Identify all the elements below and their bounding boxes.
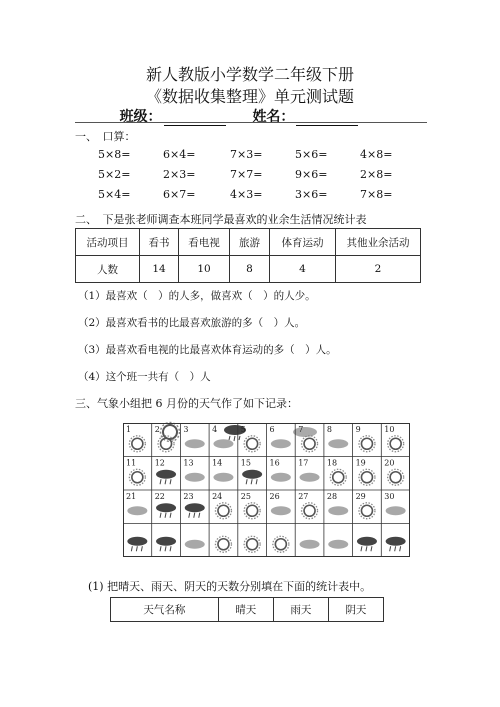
activity-value-cell: 2 bbox=[336, 256, 421, 283]
cloud-icon bbox=[185, 439, 205, 448]
weather-day-number: 22 bbox=[154, 492, 165, 501]
weather-day-number: 27 bbox=[298, 492, 309, 501]
sun-icon bbox=[359, 503, 375, 519]
sun-icon bbox=[302, 436, 318, 452]
weather-cell bbox=[298, 492, 317, 519]
calc-item: 9×6= bbox=[295, 168, 328, 181]
weather-cell bbox=[155, 492, 176, 518]
weather-cell bbox=[327, 459, 346, 486]
sun-icon bbox=[244, 436, 260, 452]
weather-day-number: 7 bbox=[298, 425, 304, 434]
activity-header-cell: 旅游 bbox=[230, 229, 270, 256]
calc-item: 3×6= bbox=[295, 188, 328, 201]
page-subtitle: 《数据收集整理》单元测试题 bbox=[145, 87, 354, 106]
weather-table-header-row bbox=[111, 598, 384, 622]
cloud-icon bbox=[386, 506, 406, 515]
calc-item: 5×4= bbox=[98, 188, 131, 201]
weather-cell bbox=[183, 425, 204, 448]
calc-item: 7×3= bbox=[230, 148, 263, 161]
name-label: 姓名： bbox=[252, 109, 295, 125]
weather-cell bbox=[356, 459, 375, 486]
header-divider bbox=[75, 122, 427, 123]
cloud-icon bbox=[185, 473, 205, 482]
cloud-icon bbox=[328, 540, 348, 549]
calc-item: 5×8= bbox=[98, 148, 131, 161]
activity-header-cell: 看书 bbox=[140, 229, 179, 256]
weather-day-number: 8 bbox=[326, 425, 332, 434]
activity-value-cell: 人数 bbox=[76, 256, 140, 283]
weather-day-number: 14 bbox=[212, 458, 223, 468]
weather-cell bbox=[270, 425, 291, 448]
sun-icon bbox=[388, 436, 404, 452]
weather-cell bbox=[212, 459, 233, 482]
weather-cell bbox=[384, 492, 405, 515]
question-3: （3）最喜欢看电视的比最喜欢体育运动的多（ ）人。 bbox=[78, 344, 337, 356]
weather-day-number: 28 bbox=[326, 492, 338, 501]
weather-cell bbox=[273, 536, 289, 552]
weather-day-number: 18 bbox=[326, 458, 338, 468]
weather-day-number: 25 bbox=[240, 492, 251, 501]
sun-icon bbox=[129, 436, 145, 452]
cloud-icon bbox=[185, 540, 205, 549]
weather-day-number: 17 bbox=[298, 458, 309, 468]
weather-cell bbox=[356, 492, 375, 519]
activity-value-cell: 14 bbox=[140, 256, 179, 283]
weather-header-cell: 雨天 bbox=[273, 598, 328, 622]
weather-cell bbox=[156, 537, 176, 552]
sun-icon bbox=[215, 503, 231, 519]
weather-day-number: 1 bbox=[126, 425, 132, 434]
rain-cloud-icon bbox=[156, 537, 176, 552]
sun-icon bbox=[215, 536, 231, 552]
weather-day-number: 11 bbox=[126, 458, 137, 468]
weather-cell bbox=[185, 540, 205, 549]
weather-day-number: 15 bbox=[240, 458, 251, 468]
weather-cell bbox=[126, 459, 145, 486]
weather-cell bbox=[328, 540, 348, 549]
calc-item: 6×4= bbox=[163, 148, 196, 161]
calc-item: 2×8= bbox=[360, 168, 393, 181]
activity-table-row bbox=[76, 256, 421, 283]
weather-cell bbox=[298, 459, 319, 482]
weather-cell bbox=[384, 459, 403, 486]
cloud-icon bbox=[300, 473, 320, 482]
activity-value-cell: 4 bbox=[270, 256, 336, 283]
weather-day-number: 20 bbox=[384, 458, 395, 468]
weather-count-table bbox=[110, 597, 384, 622]
question-4: （4）这个班一共有（ ）人 bbox=[78, 371, 211, 383]
rain-cloud-icon bbox=[242, 470, 262, 485]
weather-day-number: 4 bbox=[212, 425, 218, 434]
weather-cell bbox=[155, 425, 174, 452]
name-blank[interactable] bbox=[296, 111, 358, 126]
calc-item: 4×3= bbox=[230, 188, 263, 201]
weather-cell bbox=[327, 425, 348, 448]
weather-cell bbox=[300, 540, 320, 549]
weather-cell bbox=[241, 492, 260, 519]
weather-day-number: 21 bbox=[126, 492, 137, 501]
cloud-icon bbox=[328, 439, 348, 448]
activity-table bbox=[75, 228, 421, 283]
weather-day-number: 30 bbox=[384, 492, 395, 501]
weather-cell bbox=[384, 425, 403, 452]
weather-cell bbox=[183, 459, 204, 482]
cloud-icon bbox=[271, 473, 291, 482]
weather-day-number: 3 bbox=[183, 425, 189, 434]
class-blank[interactable] bbox=[164, 111, 226, 126]
weather-cell bbox=[127, 537, 147, 552]
weather-day-number: 9 bbox=[355, 425, 361, 434]
weather-calendar bbox=[123, 423, 410, 557]
weather-day-number: 24 bbox=[212, 492, 223, 501]
calc-item: 4×8= bbox=[360, 148, 393, 161]
sun-icon bbox=[273, 536, 289, 552]
weather-header-cell: 晴天 bbox=[218, 598, 273, 622]
cloud-icon bbox=[213, 473, 233, 482]
page-title: 新人教版小学数学二年级下册 bbox=[145, 65, 354, 84]
rain-cloud-icon bbox=[156, 503, 176, 518]
weather-day-number: 12 bbox=[154, 458, 165, 468]
weather-cell bbox=[327, 492, 348, 515]
weather-cell bbox=[241, 425, 260, 452]
cloud-icon bbox=[213, 439, 233, 448]
cloud-icon bbox=[127, 506, 147, 515]
sun-icon bbox=[129, 469, 145, 485]
cloud-icon bbox=[300, 540, 320, 549]
sun-icon bbox=[330, 469, 346, 485]
weather-cell bbox=[183, 492, 204, 518]
weather-cell bbox=[386, 537, 406, 552]
sun-icon bbox=[359, 436, 375, 452]
weather-day-number: 26 bbox=[269, 492, 280, 501]
weather-cell bbox=[212, 425, 233, 448]
weather-day-number: 5 bbox=[240, 425, 246, 434]
section3-label: 三、气象小组把 6 月份的天气作了如下记录： bbox=[75, 397, 298, 410]
calc-item: 6×7= bbox=[163, 188, 196, 201]
weather-day-number: 6 bbox=[269, 425, 275, 434]
sun-icon bbox=[158, 436, 174, 452]
calc-item: 7×8= bbox=[360, 188, 393, 201]
weather-header-cell: 阴天 bbox=[328, 598, 383, 622]
weather-cell bbox=[244, 536, 260, 552]
weather-day-number: 2 bbox=[154, 425, 160, 434]
rain-cloud-icon bbox=[127, 537, 147, 552]
sun-icon bbox=[302, 503, 318, 519]
calc-item: 5×6= bbox=[295, 148, 328, 161]
weather-cell bbox=[270, 492, 291, 515]
section1-label: 一、 口算： bbox=[75, 130, 136, 143]
rain-cloud-icon bbox=[185, 503, 205, 518]
weather-header-cell: 天气名称 bbox=[111, 598, 219, 622]
weather-cell bbox=[215, 536, 231, 552]
activity-header-cell: 看电视 bbox=[179, 229, 230, 256]
sun-icon bbox=[244, 536, 260, 552]
sun-icon bbox=[388, 469, 404, 485]
weather-cell bbox=[155, 459, 176, 485]
class-label: 班级： bbox=[119, 109, 162, 125]
section3-question-1: (1) 把晴天、雨天、阴天的天数分别填在下面的统计表中。 bbox=[88, 580, 372, 593]
calc-item: 2×3= bbox=[163, 168, 196, 181]
cloud-icon bbox=[271, 439, 291, 448]
activity-header-cell: 体育运动 bbox=[270, 229, 336, 256]
weather-day-number: 19 bbox=[355, 458, 366, 468]
rain-cloud-icon bbox=[156, 470, 176, 485]
calc-item: 5×2= bbox=[98, 168, 131, 181]
rain-cloud-icon bbox=[386, 537, 406, 552]
weather-cell bbox=[298, 425, 317, 452]
weather-cell bbox=[241, 459, 262, 485]
activity-header-cell: 其他业余活动 bbox=[336, 229, 421, 256]
calc-item: 7×7= bbox=[230, 168, 263, 181]
weather-cell bbox=[212, 492, 231, 519]
cloud-icon bbox=[328, 506, 348, 515]
cloud-icon bbox=[271, 506, 291, 515]
weather-cell bbox=[126, 425, 145, 452]
activity-value-cell: 10 bbox=[179, 256, 230, 283]
sun-icon bbox=[244, 503, 260, 519]
activity-table-header-row bbox=[76, 229, 421, 256]
rain-cloud-icon bbox=[357, 537, 377, 552]
question-2: （2）最喜欢看书的比最喜欢旅游的多（ ）人。 bbox=[78, 317, 306, 329]
weather-day-number: 10 bbox=[384, 425, 395, 434]
question-1: （1）最喜欢（ ）的人多，做喜欢（ ）的人少。 bbox=[78, 290, 316, 302]
weather-cell bbox=[270, 459, 291, 482]
weather-cell bbox=[126, 492, 147, 515]
weather-cell bbox=[356, 425, 375, 452]
weather-day-number: 23 bbox=[183, 492, 194, 501]
student-info-line bbox=[0, 106, 500, 126]
weather-day-number: 29 bbox=[355, 492, 366, 501]
weather-day-number: 16 bbox=[269, 458, 280, 468]
sun-icon bbox=[359, 469, 375, 485]
weather-cell bbox=[357, 537, 377, 552]
section2-label: 二、 下是张老师调查本班同学最喜欢的业余生活情况统计表 bbox=[75, 213, 367, 226]
weather-day-number: 13 bbox=[183, 458, 194, 468]
activity-header-cell: 活动项目 bbox=[76, 229, 140, 256]
activity-value-cell: 8 bbox=[230, 256, 270, 283]
